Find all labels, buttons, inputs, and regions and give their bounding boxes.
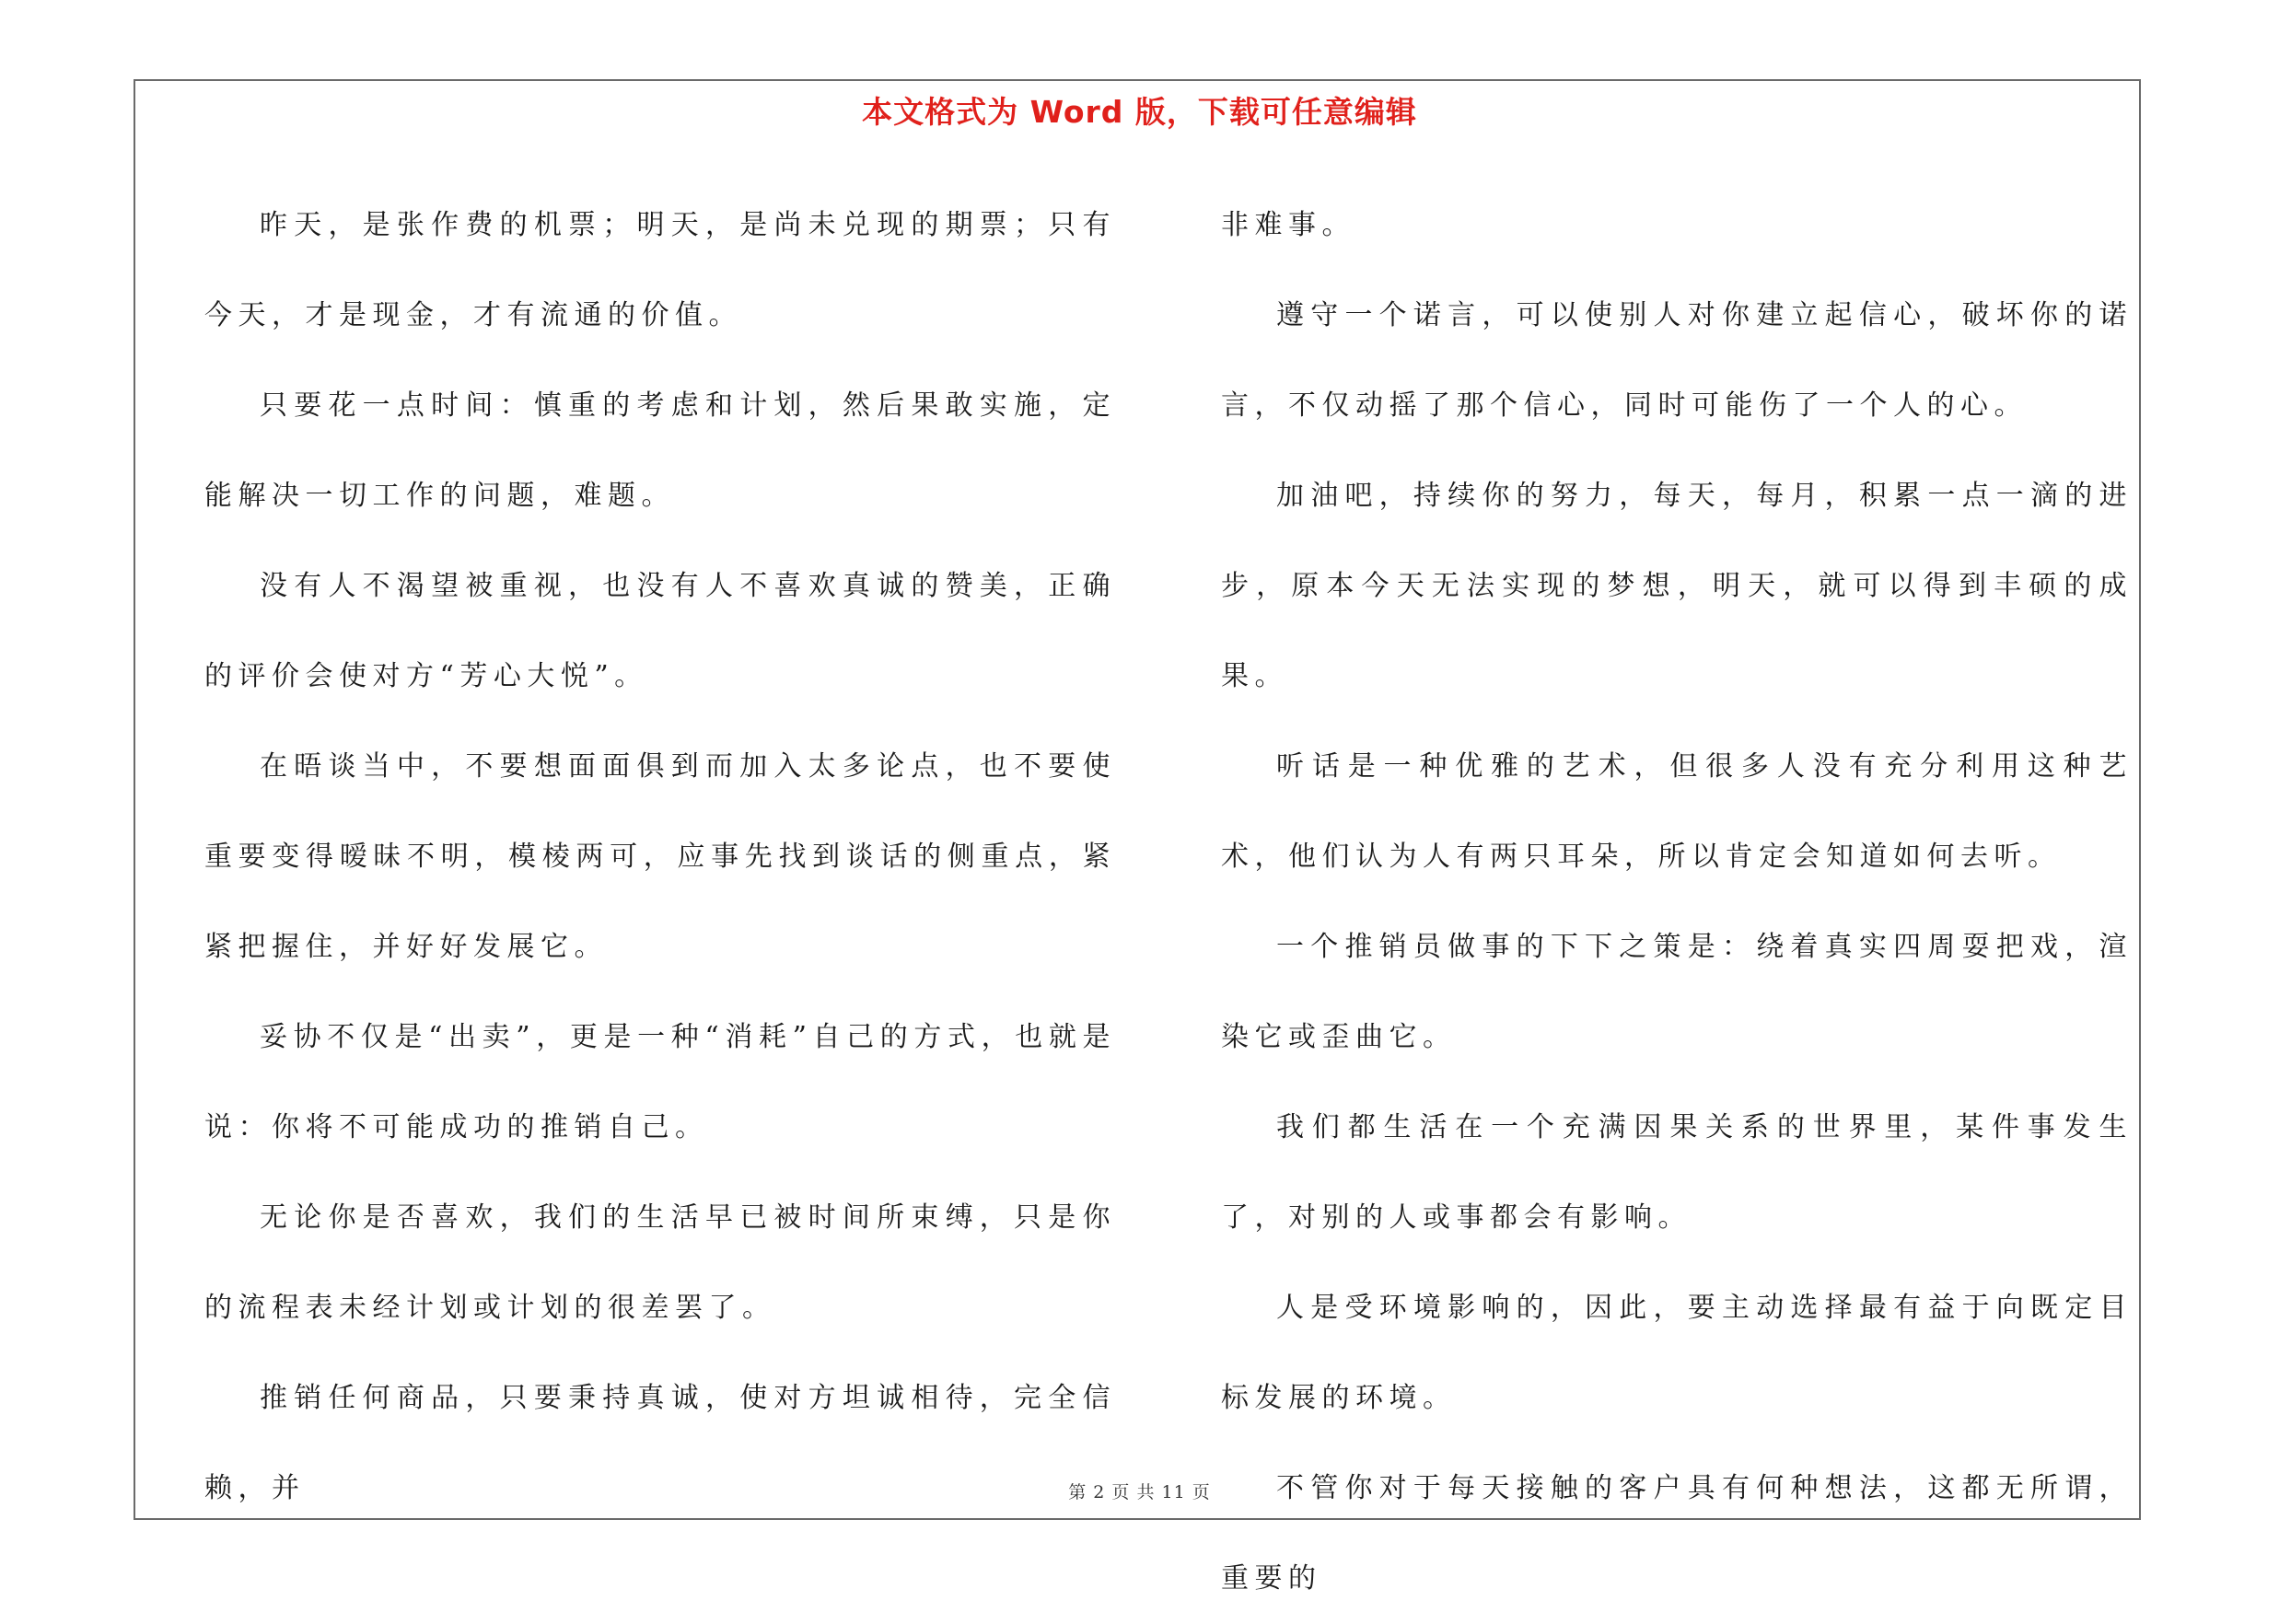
format-banner: 本文格式为 Word 版，下载可任意编辑 (862, 94, 1417, 130)
page-number-footer: 第 2 页 共 11 页 (1068, 1482, 1211, 1502)
paragraph: 无论你是否喜欢，我们的生活早已被时间所束缚，只是你的流程表未经计划或计划的很差罢了。 (204, 1201, 1116, 1324)
right-column (1221, 180, 2133, 1624)
paragraph: 听话是一种优雅的艺术，但很多人没有充分利用这种艺术，他们认为人有两只耳朵，所以肯定会知道如何去听。 (1221, 750, 2133, 873)
paragraph: 不管你对于每天接触的客户具有何种想法，这都无所谓，重要的 (1221, 1472, 2133, 1595)
paragraph: 没有人不渴望被重视，也没有人不喜欢真诚的赞美，正确的评价会使对方“芳心大悦”。 (204, 570, 1116, 692)
paragraph-continuation: 非难事。 (1221, 209, 1355, 241)
paragraph: 一个推销员做事的下下之策是：绕着真实四周耍把戏，渲染它或歪曲它。 (1221, 931, 2133, 1053)
paragraph: 只要花一点时间：慎重的考虑和计划，然后果敢实施，定能解决一切工作的问题，难题。 (204, 389, 1116, 512)
paragraph: 推销任何商品，只要秉持真诚，使对方坦诚相待，完全信赖，并 (204, 1382, 1116, 1504)
paragraph: 妥协不仅是“出卖”，更是一种“消耗”自己的方式，也就是说：你将不可能成功的推销自己。 (204, 1021, 1116, 1143)
left-column (204, 180, 1116, 1534)
paragraph: 我们都生活在一个充满因果关系的世界里，某件事发生了，对别的人或事都会有影响。 (1221, 1111, 2133, 1234)
paragraph: 人是受环境影响的，因此，要主动选择最有益于向既定目标发展的环境。 (1221, 1292, 2133, 1414)
paragraph: 加油吧，持续你的努力，每天，每月，积累一点一滴的进步，原本今天无法实现的梦想，明天，就可以得到丰硕的成果。 (1221, 480, 2133, 692)
paragraph: 遵守一个诺言，可以使别人对你建立起信心，破坏你的诺言，不仅动摇了那个信心，同时可能伤了一个人的心。 (1221, 299, 2133, 422)
paragraph: 在晤谈当中，不要想面面俱到而加入太多论点，也不要使重要变得暧昧不明，模棱两可，应事先找到谈话的侧重点，紧紧把握住，并好好发展它。 (204, 750, 1116, 963)
paragraph: 昨天，是张作费的机票；明天，是尚未兑现的期票；只有今天，才是现金，才有流通的价值。 (204, 209, 1116, 331)
